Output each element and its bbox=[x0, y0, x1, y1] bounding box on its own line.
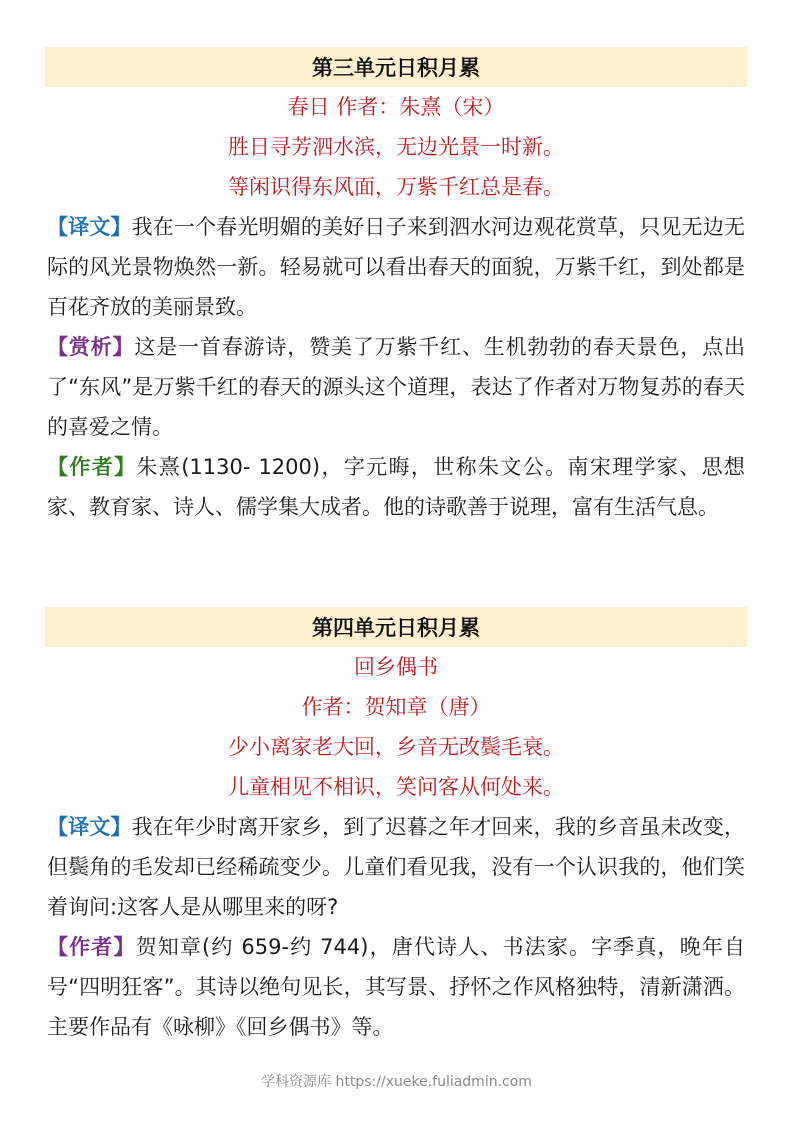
appreciation-text: 这是一首春游诗，赞美了万紫千红、生机勃勃的春天景色，点出了“东风”是万紫千红的春天的源头这个道理，表达了作者对万物复苏的春天的喜爱之情。 bbox=[47, 335, 746, 439]
appreciation-tag: 【赏析】 bbox=[47, 335, 135, 359]
translation-tag: 【译文】 bbox=[47, 215, 132, 239]
appreciation-paragraph bbox=[45, 327, 747, 447]
translation-tag: 【译文】 bbox=[47, 815, 132, 839]
poem-line-2: 等闲识得东风面，万紫千红总是春。 bbox=[228, 175, 564, 199]
poem-line-1: 胜日寻芳泗水滨，无边光景一时新。 bbox=[228, 135, 564, 159]
footer-watermark: 学科资源库 https://xueke.fuliadmin.com bbox=[261, 1074, 532, 1090]
translation-paragraph bbox=[45, 807, 747, 927]
author-tag: 【作者】 bbox=[47, 455, 137, 479]
author-paragraph bbox=[45, 927, 747, 1047]
translation-text: 我在年少时离开家乡，到了迟暮之年才回来，我的乡音虽未改变，但鬓角的毛发却已经稀疏变少。儿童们看见我，没有一个认识我的，他们笑着询问:这客人是从哪里来的呀? bbox=[47, 815, 745, 919]
unit-4-title: 第四单元日积月累 bbox=[45, 607, 747, 647]
unit-3-section bbox=[45, 47, 747, 527]
author-text: 朱熹(1130- 1200)，字元晦，世称朱文公。南宋理学家、思想家、教育家、诗人、儒学集大成者。他的诗歌善于说理，富有生活气息。 bbox=[47, 455, 746, 519]
author-paragraph bbox=[45, 447, 747, 527]
author-text: 贺知章(约 659-约 744)，唐代诗人、书法家。字季真，晚年自号“四明狂客”。其诗以绝句见长，其写景、抒怀之作风格独特，清新潇洒。主要作品有《咏柳》《回乡偶书》等。 bbox=[47, 935, 745, 1039]
poem-header: 春日 作者：朱熹（宋） bbox=[287, 95, 505, 119]
poem-line-2: 儿童相见不相识，笑问客从何处来。 bbox=[228, 775, 564, 799]
poem-line-1: 少小离家老大回，乡音无改鬓毛衰。 bbox=[228, 735, 564, 759]
unit-4-section bbox=[45, 607, 747, 1047]
author-tag: 【作者】 bbox=[47, 935, 136, 959]
unit-3-title: 第三单元日积月累 bbox=[45, 47, 747, 87]
poem-title: 回乡偶书 bbox=[354, 655, 438, 679]
poem-author: 作者：贺知章（唐） bbox=[301, 695, 491, 719]
translation-text: 我在一个春光明媚的美好日子来到泗水河边观花赏草，只见无边无际的风光景物焕然一新。轻易就可以看出春天的面貌，万紫千红，到处都是百花齐放的美丽景致。 bbox=[47, 215, 745, 319]
translation-paragraph bbox=[45, 207, 747, 327]
